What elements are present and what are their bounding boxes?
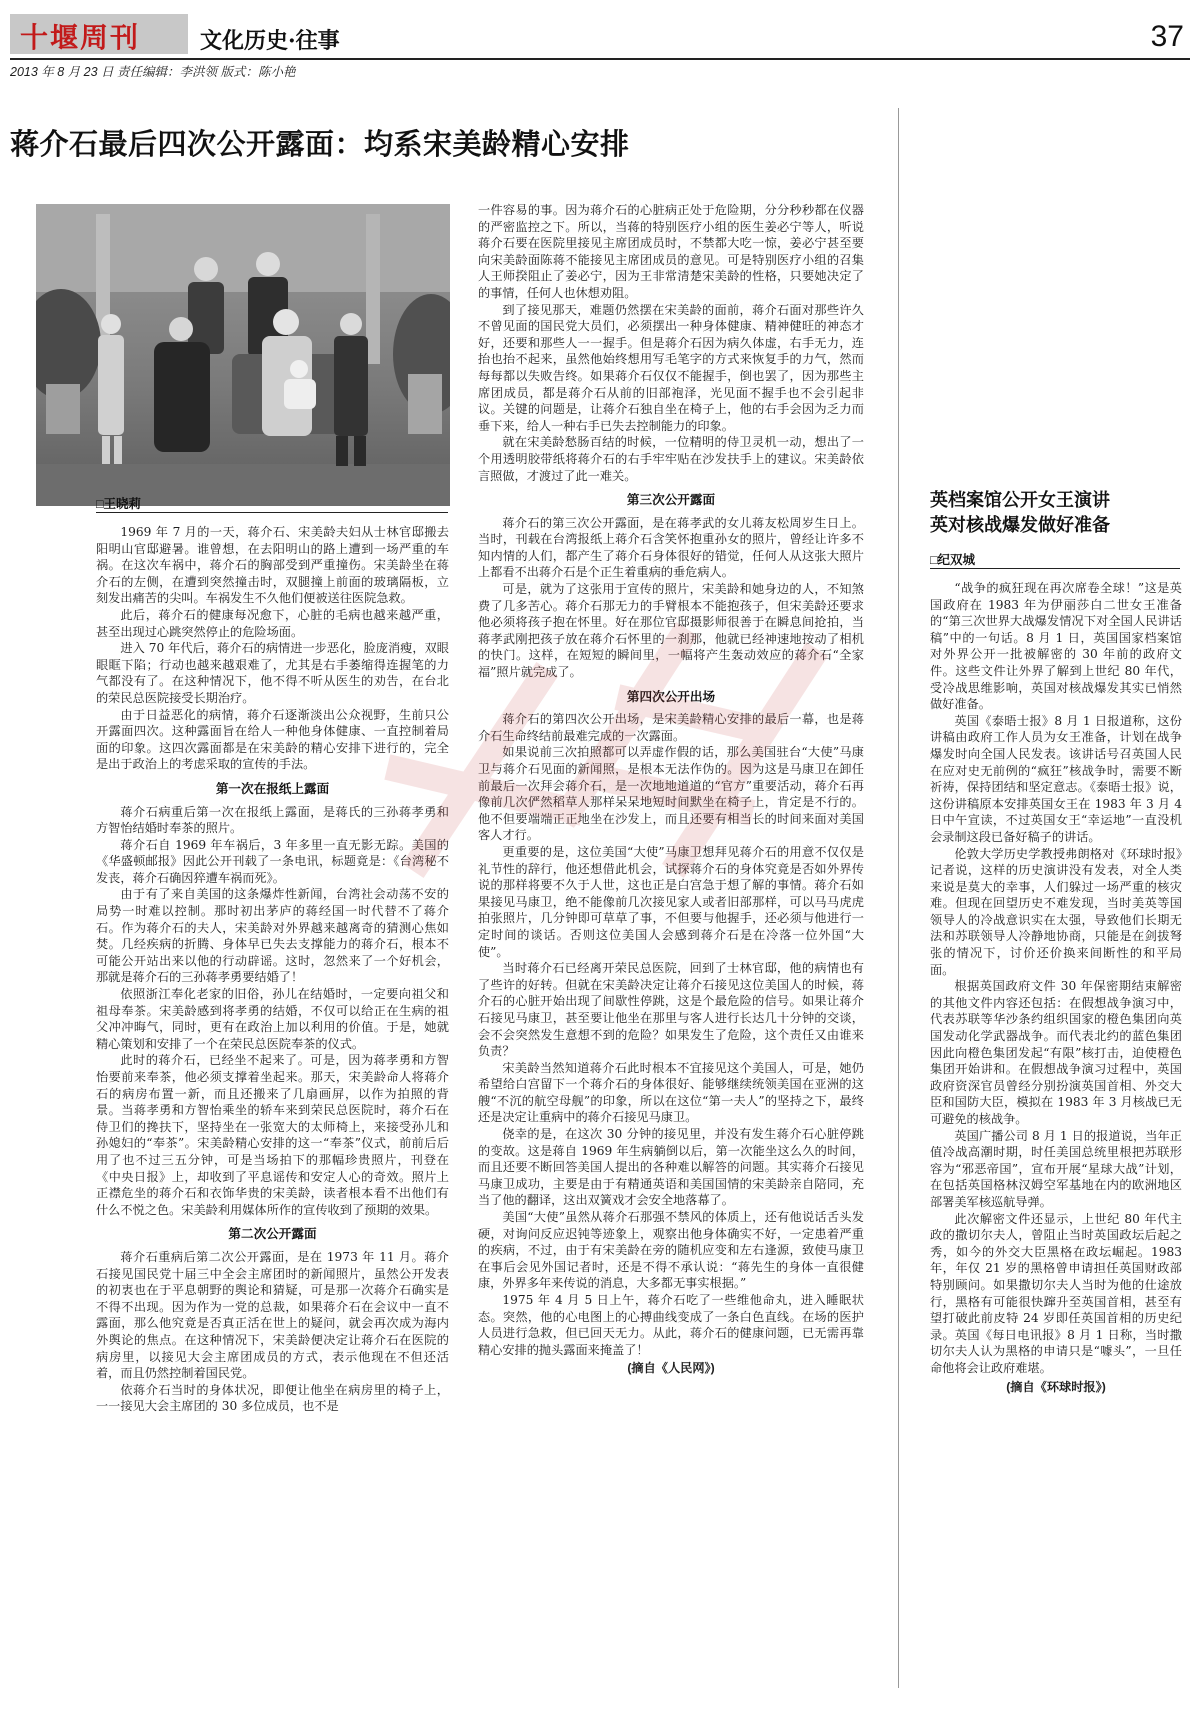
paragraph: 此后，蒋介石的健康每况愈下，心脏的毛病也越来越严重，甚至出现过心跳突然停止的危险场面。 [96,607,449,639]
sidebar-source: (摘自《环球时报》) [1006,1379,1106,1394]
paragraph: 当时蒋介石已经离开荣民总医院，回到了士林官邸，他的病情也有了些许的好转。但就在宋美龄决定让蒋介石接见这位美国人的时候，蒋介石的心脏开始出现了间歇性停跳，这是个最危险的信号。如果让蒋介石接见马康卫，甚至要让他坐在那里与客人进行长达几十分钟的交谈，会不会突然发生意想不到的危险？如果发生了危险，这个责任又由谁来负责？ [478,961,864,1059]
paragraph: 蒋介石的第四次公开出场，是宋美龄精心安排的最后一幕，也是蒋介石生命终结前最难完成的一次露面。 [478,712,864,743]
paragraph: 更重要的是，这位美国“大使”马康卫想拜见蒋介石的用意不仅仅是礼节性的辞行，他还想借此机会，试探蒋介石的身体究竟是否如外界传说的那样将要不久于人世，这也正是白宫急于想了解的事情。蒋介石如果接见马康卫，绝不能像前几次接见家人或者旧部那样，可以马马虎虎拍张照片，几分钟即可草草了事，不但要与他握手，还必须与他进行一定时间的谈话。否则这位美国人会感到蒋介石是在冷落一位外国“大使”。 [478,844,864,959]
sidebar-headline [930,488,1180,538]
paragraph: 1975 年 4 月 5 日上午，蒋介石吃了一些维他命丸，进入睡眠状态。突然，他的心电图上的心搏曲线变成了一条白色直线。在场的医护人员进行急救，但已回天无力。从此，蒋介石的健康问题，已无需再靠精心安排的抛头露面来掩盖了！ [478,1293,864,1357]
family-photo [36,204,450,506]
sidebar-column [930,580,1182,1702]
article-headline: 蒋介石最后四次公开露面：均系宋美龄精心安排 [10,127,630,161]
paragraph: 由于有了来自美国的这条爆炸性新闻，台湾社会动荡不安的局势一时难以控制。那时初出茅庐的蒋经国一时代替不了蒋介石。作为蒋介石的夫人，宋美龄对外界越来越离奇的猜测心焦如焚。几经疾病的折腾、身体早已失去支撑能力的蒋介石，根本不可能公开站出来以他的行动辟谣。这时，忽然来了一个好机会，那就是蒋介石的三孙蒋孝勇要结婚了！ [96,887,449,985]
section-heading-4: 第四次公开出场 [626,689,716,704]
byline-rule [96,512,448,513]
paragraph: 蒋介石自 1969 年车祸后，3 年多里一直无影无踪。美国的《华盛顿邮报》因此公开刊载了一条电讯，标题竟是：《台湾秘不发丧，蒋介石确因猝遭车祸而死》。 [96,837,449,885]
sidebar-headline-line-2: 英对核战爆发做好准备 [930,515,1110,536]
section-heading-2: 第二次公开露面 [228,1227,317,1242]
paragraph: 侥幸的是，在这次 30 分钟的接见里，并没有发生蒋介石心脏停跳的变故。这是蒋自 1969 年生病躺倒以后，第一次能坐这么久的时间，而且还要不断回答美国人提出的各种难以解答的问题。其实蒋介石接见马康卫成功，主要是由于有精通英语和美国国情的宋美龄亲自陪同，充当了他的翻译，这出双簧戏才会安全地落幕了。 [478,1127,864,1208]
paragraph: 就在宋美龄愁肠百结的时候，一位精明的侍卫灵机一动，想出了一个用透明胶带纸将蒋介石的右手牢牢贴在沙发扶手上的建议。宋美龄依言照做，才渡过了此一难关。 [478,435,864,483]
article-source: (摘自《人民网》) [627,1361,715,1376]
dateline: 2013 年 8 月 23 日 责任编辑：李洪领 版式：陈小艳 [10,65,296,79]
paragraph: 依照浙江奉化老家的旧俗，孙儿在结婚时，一定要向祖父和祖母奉茶。宋美龄感到将孝勇的结婚，不仅可以给正在生病的祖父冲冲晦气，同时，更有在政治上加以利用的价值。于是，她就精心策划和安排了一个在荣民总医院奉茶的仪式。 [96,987,449,1051]
paragraph: 蒋介石重病后第二次公开露面，是在 1973 年 11 月。蒋介石接见国民党十届三中全会主席团时的新闻照片，虽然公开发表的初衷也在于平息朝野的舆论和猜疑，可是那一次蒋介石确实是不得不出现。因为作为一党的总裁，如果蒋介石在会议中一直不露面，那么他究竟是否真正活在世上的疑问，就会再次成为海内外舆论的焦点。在这种情况下，宋美龄便决定让蒋介石在医院的病房里，以接见大会主席团成员的方式，表示他现在不但还活着，而且仍然控制着国民党。 [96,1249,449,1381]
article-column-1 [96,524,449,1700]
page-number: 37 [1150,20,1184,53]
paragraph: “战争的疯狂现在再次席卷全球！”这是英国政府在 1983 年为伊丽莎白二世女王准备的“第三次世界大战爆发情况下对全国人民讲话稿”中的一句话。8 月 1 日，英国国家档案馆对外界公开一批被解密的 30 年前的政府文件。这些文件让外界了解到上世纪 80 年代，受冷战思维影响，英国对核战爆发其实已悄然做好准备。 [930,581,1182,712]
publication-logo: 十堰周刊 [20,21,141,54]
section-heading-1: 第一次在报纸上露面 [215,781,330,796]
sidebar-byline-rule [930,568,1180,569]
paragraph: 到了接见那天，难题仍然摆在宋美龄的面前，蒋介石面对那些许久不曾见面的国民党大员们，必须摆出一种身体健康、精神健旺的神态才好，还要和那些人一一握手。但是蒋介石因为病久体虚，右手无力，连抬也抬不起来，虽然他始终想用写毛笔字的方式来恢复手的力气，然而每每都以失败告终。如果蒋介石仅仅不能握手，倒也罢了，因为那些主席团成员，都是蒋介石从前的旧部袍泽，光见面不握手也不会引起非议。关键的问题是，让蒋介石独自坐在椅子上，他的右手会因为乏力而垂下来，给人一种右手已失去控制能力的印象。 [478,302,864,433]
article-column-2 [478,202,864,1700]
paragraph: 此次解密文件还显示，上世纪 80 年代主政的撒切尔夫人，曾阻止当时英国政坛后起之秀，如今的外交大臣黑格在政坛崛起。1983 年，年仅 21 岁的黑格曾申请担任英国财政部特别顾问。如果撒切尔夫人当时为他的仕途放行，黑格有可能很快蹿升至英国首相，甚至有望打破此前皮特 24 岁即任英国首相的历史纪录。英国《每日电讯报》8 月 1 日称，当时撒切尔夫人认为黑格的申请只是“噱头”，一旦任命他将会让政府难堪。 [930,1211,1182,1375]
paragraph: 蒋介石病重后第一次在报纸上露面，是蒋氏的三孙蒋孝勇和方智怡结婚时奉茶的照片。 [96,804,449,836]
column-divider [898,108,899,1688]
section-name: 文化历史·往事 [200,28,340,54]
paragraph: 可是，就为了这张用于宣传的照片，宋美龄和她身边的人，不知煞费了几多苦心。蒋介石那无力的手臂根本不能抱孩子，但宋美龄还要求他必须将孩子抱在怀里。好在那位官邸摄影师很善于在瞬息间抢拍，当蒋孝武刚把孩子放在蒋介石怀里的一刹那，他就已经神速地按动了相机的快门。这样，在短短的瞬间里，一幅将产生轰动效应的蒋介石“全家福”照片就完成了。 [478,582,864,680]
paragraph: 英国广播公司 8 月 1 日的报道说，当年正值冷战高潮时期，时任美国总统里根把苏联形容为“邪恶帝国”，宣布开展“星球大战”计划，在包括英国格林汉姆空军基地在内的欧洲地区部署美军核巡航导弹。 [930,1128,1182,1209]
photo-illustration [36,204,450,506]
paragraph: 英国《泰晤士报》8 月 1 日报道称，这份讲稿由政府工作人员为女王准备，计划在战争爆发时向全国人民发表。该讲话号召英国人民在应对史无前例的“疯狂”核战争时，需要不断祈祷，保持团结和坚定意志。《泰晤士报》说，这份讲稿原本安排英国女王在 1983 年 3 月 4 日中午宣读，不过英国女王“幸运地”一直没机会录制这段已备好稿子的讲话。 [930,713,1182,844]
paragraph: 蒋介石的第三次公开露面，是在蒋孝武的女儿蒋友松周岁生日上。当时，刊载在台湾报纸上蒋介石含笑怀抱重孙女的照片，曾经让许多不知内情的人们，都产生了蒋介石身体很好的错觉，任何人从这张大照片上都看不出蒋介石是个正生着重病的垂危病人。 [478,515,864,580]
paragraph: 依蒋介石当时的身体状况，即便让他坐在病房里的椅子上，一一接见大会主席团的 30 多位成员，也不是 [96,1382,449,1414]
paragraph: 如果说前三次拍照都可以弄虚作假的话，那么美国驻台“大使”马康卫与蒋介石见面的新闻照，是根本无法作伪的。因为这是马康卫在卸任前最后一次拜会蒋介石，是一次地地道道的“官方”重要活动，蒋介石再像前几次俨然稻草人那样呆呆地短时间默坐在椅子上，肯定是不行的。他不但要端端正正地坐在沙发上，而且还要有相当长的时间来面对美国客人才行。 [478,745,864,843]
sidebar-headline-line-1: 英档案馆公开女王演讲 [930,490,1110,511]
paragraph: 伦敦大学历史学教授弗朗格对《环球时报》记者说，这样的历史演讲没有发表，对全人类来说是莫大的幸事，人们躲过一场严重的核灾难。但现在回望历史不难发现，当时美英等国领导人的冷战意识实在太强，导致他们长期无法和苏联领导人冷静地协商，只能是在剑拔弩张的情况下，讨价还价换来间断性的和平局面。 [930,846,1182,977]
logo-box [10,14,188,54]
paragraph: 此时的蒋介石，已经坐不起来了。可是，因为蒋孝勇和方智怡要前来奉茶，他必须支撑着坐起来。那天，宋美龄命人将蒋介石的病房布置一新，而且还搬来了几扇画屏，以作为拍照的背景。当蒋孝勇和方智怡乘坐的轿车来到荣民总医院时，蒋介石在侍卫们的搀扶下，坚持坐在一张宽大的太师椅上，来接受孙儿和孙媳妇的“奉茶”。宋美龄精心安排的这一“奉茶”仪式，前前后后用了也不过三五分钟，可是当场拍下的那幅珍贵照片，刊登在《中央日报》上，却收到了平息谣传和安定人心的奇效。照片上正襟危坐的蒋介石和衣饰华贵的宋美龄，读者根本看不出他们有什么不悦之色。宋美龄利用媒体所作的宣传收到了预期的效果。 [96,1053,449,1217]
paragraph: 进入 70 年代后，蒋介石的病情进一步恶化，脸庞消瘦，双眼眼眶下陷；行动也越来越艰难了，尤其是右手萎缩得连握笔的力气都没有了。在这种情况下，他不得不听从医生的劝告，在台北的荣民总医院接受长期治疗。 [96,641,449,705]
paragraph: 宋美龄当然知道蒋介石此时根本不宜接见这个美国人，可是，她仍希望给白宫留下一个蒋介石的身体很好、能够继续统领美国在亚洲的这艘“不沉的航空母舰”的印象，所以在这位“第一夫人”的坚持之下，最终还是决定让重病中的蒋介石接见马康卫。 [478,1060,864,1125]
paragraph: 一件容易的事。因为蒋介石的心脏病正处于危险期，分分秒秒都在仪器的严密监控之下。所以，当蒋的特别医疗小组的医生姜必宁等人，听说蒋介石要在医院里接见主席团成员时，不禁都大吃一惊，姜必宁甚至要向宋美龄面陈蒋不能接见主席团成员的意见。可是特别医疗小组的召集人王师揆阻止了姜必宁，因为王非常清楚宋美龄的性格，只要她决定了的事情，任何人也休想劝阻。 [478,203,864,300]
article-byline: □王晓莉 [96,497,142,511]
paragraph: 根据英国政府文件 30 年保密期结束解密的其他文件内容还包括：在假想战争演习中，代表苏联等华沙条约组织国家的橙色集团向英国发动化学武器战争。而代表北约的蓝色集团因此向橙色集团发起“有限”核打击，迫使橙色集团开始讲和。在假想战争演习过程中，英国政府资深官员曾经分别扮演英国首相、外交大臣和国防大臣，模拟在 1983 年 3 月核战已无可避免的核战争。 [930,979,1182,1126]
paragraph: 美国“大使”虽然从蒋介石那强不禁风的体质上，还有他说话舌头发硬，对询问反应迟钝等迹象上，观察出他身体确实不好，一定患着严重的疾病，不过，由于有宋美龄在旁的随机应变和左右逢源，致使马康卫在事后会见外国记者时，还是不得不承认说：“蒋先生的身体一直很健康，外界多年来传说的消息，大多都无事实根据。” [478,1210,864,1291]
sidebar-byline: □纪双城 [930,553,976,567]
masthead [10,8,1190,60]
paragraph: 1969 年 7 月的一天，蒋介石、宋美龄夫妇从士林官邸搬去阳明山官邸避暑。谁曾想，在去阳明山的路上遭到一场严重的车祸。在这次车祸中，蒋介石的胸部受到严重撞伤。宋美龄坐在蒋介石的左侧，在遭到突然撞击时，双腿撞上前面的玻璃隔板，立刻发出痛苦的尖叫。车祸发生不久他们便被送往医院急救。 [96,525,449,606]
section-heading-3: 第三次公开露面 [626,493,716,508]
paragraph: 由于日益恶化的病情，蒋介石逐渐淡出公众视野，生前只公开露面四次。这种露面旨在给人一种他身体健康、一直控制着局面的印象。这四次露面都是在宋美龄的精心安排下进行的，完全是出于政治上的考虑采取的宣传的手法。 [96,707,449,772]
